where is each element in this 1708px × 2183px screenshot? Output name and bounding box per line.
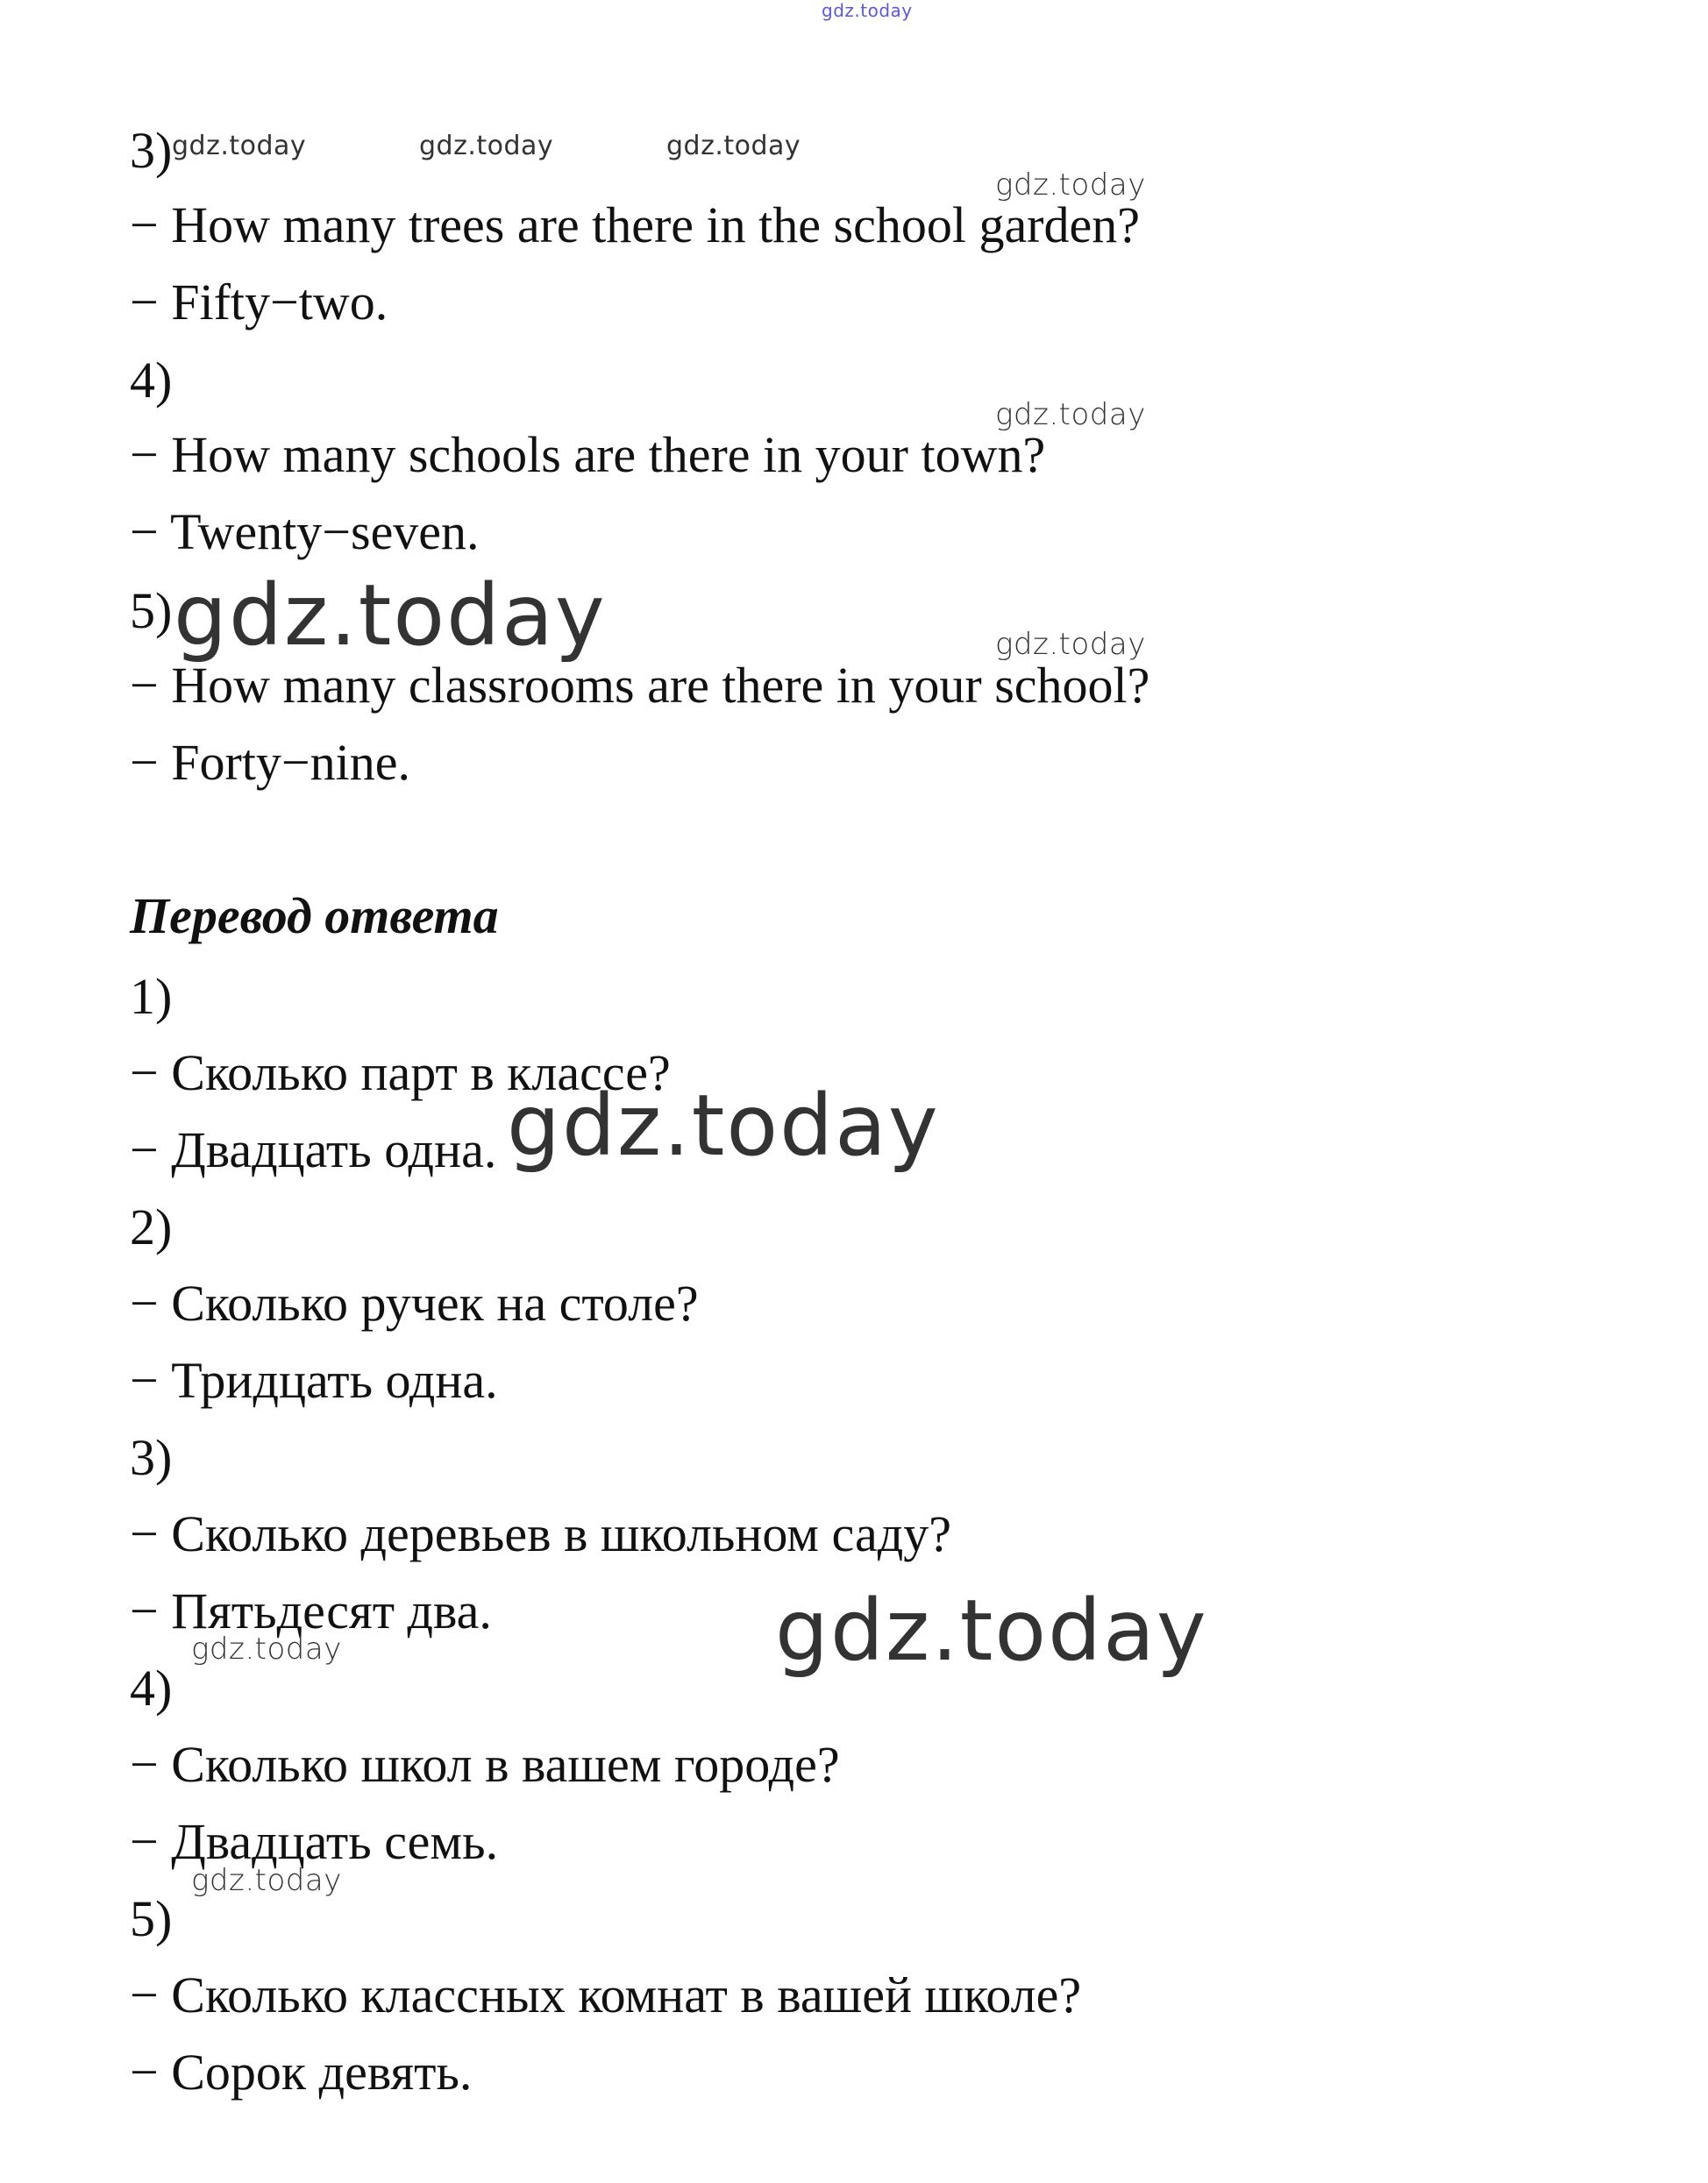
watermark: gdz.today: [174, 566, 607, 665]
answer-line: − Fifty−two.: [130, 274, 388, 331]
answer-line: − Twenty−seven.: [130, 503, 480, 560]
item-number: 1): [130, 968, 173, 1025]
item-number: 5): [130, 582, 173, 639]
watermark: gdz.today: [191, 1632, 342, 1667]
question-line: − Сколько деревьев в школьном саду?: [130, 1505, 951, 1562]
watermark: gdz.today: [172, 131, 307, 161]
item-number: 3): [130, 1429, 173, 1486]
watermark: gdz.today: [995, 397, 1146, 432]
answer-line: − Forty−nine.: [130, 734, 410, 791]
item-number: 2): [130, 1198, 173, 1255]
watermark: gdz.today: [419, 131, 554, 161]
watermark: gdz.today: [995, 167, 1146, 203]
translation-heading: Перевод ответа: [130, 887, 499, 944]
question-line: − Сколько классных комнат в вашей школе?: [130, 1966, 1082, 2023]
question-line: − How many classrooms are there in your school?: [130, 657, 1150, 714]
watermark: gdz.today: [191, 1863, 342, 1898]
watermark: gdz.today: [507, 1077, 940, 1175]
answer-line: − Двадцать семь.: [130, 1813, 499, 1870]
answer-line: − Тридцать одна.: [130, 1352, 498, 1409]
question-line: − How many trees are there in the school garden?: [130, 196, 1140, 253]
item-number: 4): [130, 352, 173, 409]
watermark: gdz.today: [995, 627, 1146, 662]
watermark: gdz.today: [822, 0, 913, 21]
answer-line: − Пятьдесят два.: [130, 1582, 492, 1639]
answer-line: − Сорок девять.: [130, 2044, 473, 2101]
question-line: − How many schools are there in your town?: [130, 426, 1046, 483]
item-number: 3): [130, 122, 173, 179]
question-line: − Сколько школ в вашем городе?: [130, 1736, 840, 1793]
watermark: gdz.today: [775, 1582, 1208, 1680]
answer-line: − Двадцать одна.: [130, 1121, 497, 1178]
question-line: − Сколько ручек на столе?: [130, 1275, 699, 1332]
question-line: − Сколько парт в классе?: [130, 1044, 671, 1101]
item-number: 4): [130, 1660, 173, 1717]
item-number: 5): [130, 1890, 173, 1947]
watermark: gdz.today: [666, 131, 801, 161]
